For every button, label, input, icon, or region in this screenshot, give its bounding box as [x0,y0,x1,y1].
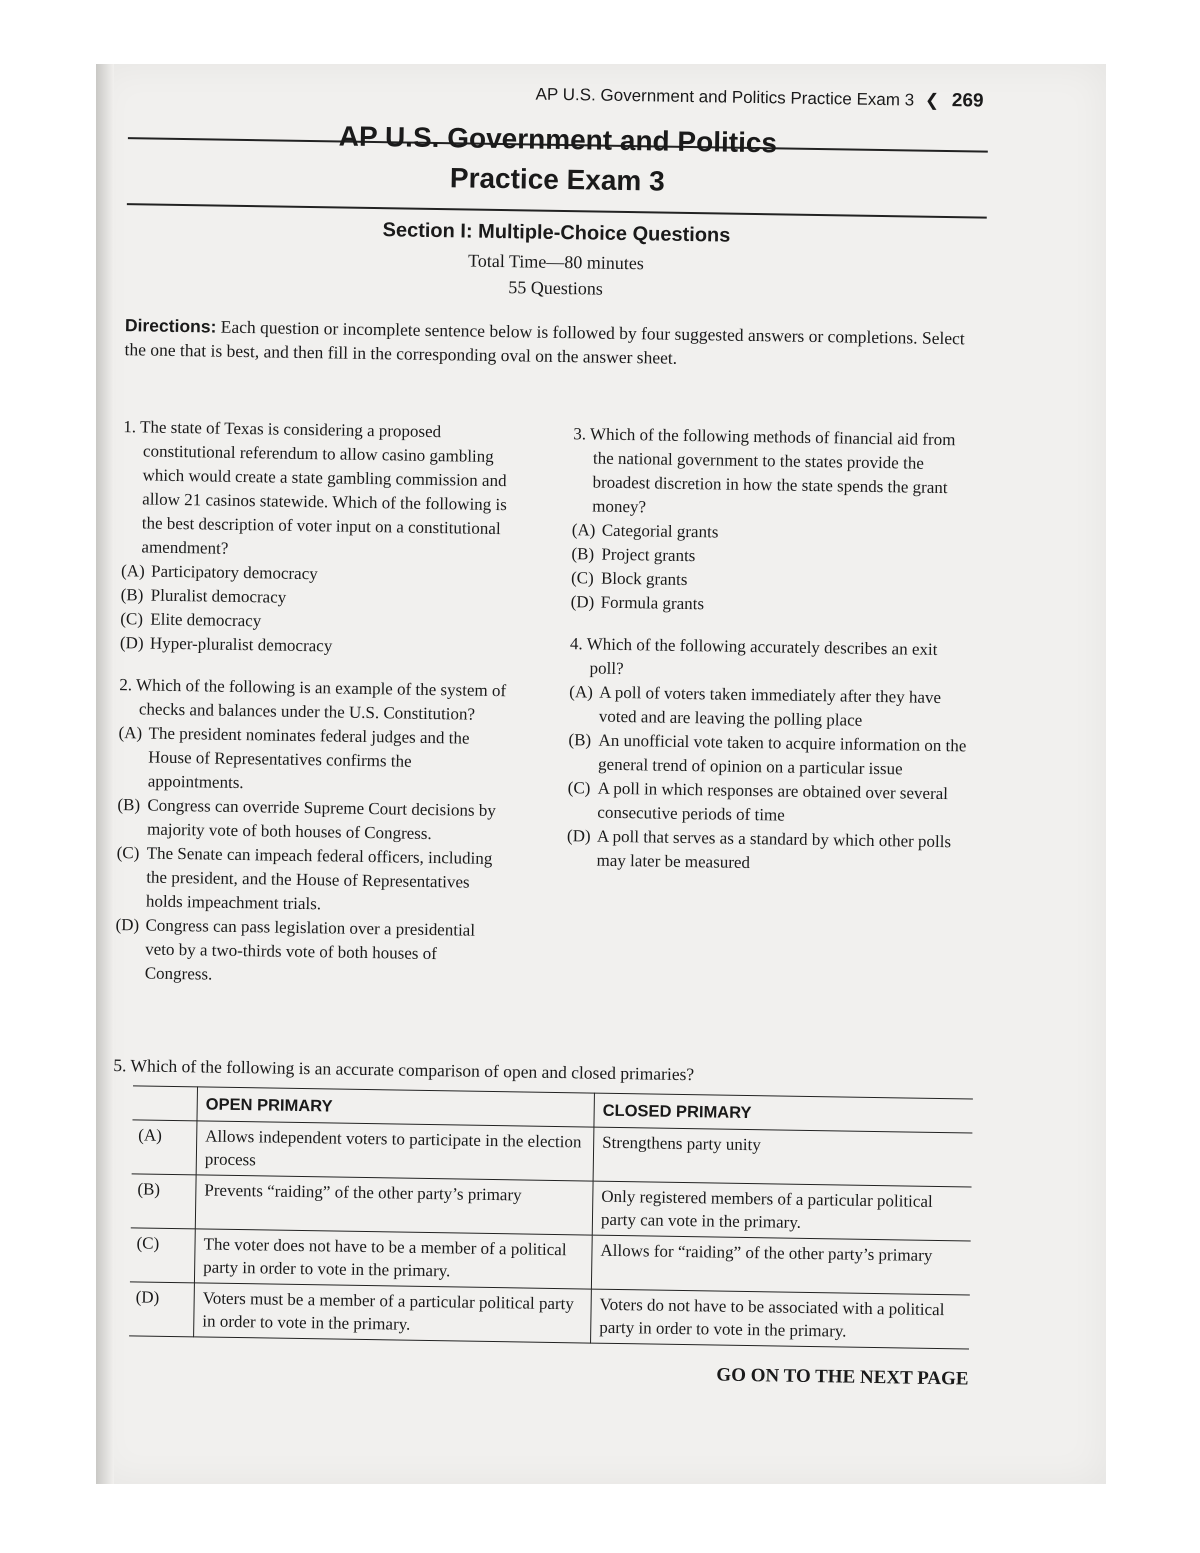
question-stem: Which of the following is an example of the system of checks and balances under the U.S. Constitution? [135,675,507,724]
directions [124,313,985,375]
option-text: Pluralist democracy [150,585,287,607]
open-primary-cell: Allows independent voters to participate in the election process [196,1121,594,1181]
option-letter: (A) [120,561,145,581]
exam-page [107,65,1009,1479]
question-stem: The state of Texas is considering a proposed constitutional referendum to allow casino gambling which would create a state gambling commission and allow 21 casinos statewide. Which of the following is the best description of voter input on a constitutional amendment? [139,417,507,558]
option-text: The Senate can impeach federal officers, including the president, and the House of Representatives holds impeachment trials. [145,843,493,914]
answer-option [567,776,968,830]
option-text: Congress can override Supreme Court decisions by majority vote of both houses of Congress. [146,795,496,844]
go-on-to-next-page: GO ON TO THE NEXT PAGE [716,1364,969,1390]
question-stem: Which of the following methods of financial aid from the national government to the states provide the broadest discretion in how the state spends the grant money? [589,424,956,517]
answer-option [566,824,967,878]
option-letter: (B) [120,585,144,605]
closed-primary-cell: Only registered members of a particular political party can vote in the primary. [592,1181,971,1241]
row-letter: (C) [130,1228,195,1283]
option-letter: (A) [118,723,143,743]
open-primary-cell: The voter does not have to be a member of a political party in order to vote in the primary. [194,1229,592,1289]
closed-primary-cell: Voters do not have to be associated with a political party in order to vote in the primary. [591,1289,970,1349]
option-text: Formula grants [600,592,705,614]
primaries-comparison-table [129,1085,973,1349]
option-letter: (C) [567,778,591,798]
option-text: The president nominates federal judges and the House of Representatives confirms the appointments. [147,723,470,793]
section-title: Section I: Multiple-Choice Questions [382,219,731,247]
answer-option [120,631,510,661]
right-column [566,422,973,896]
question-number: 3. [573,424,587,444]
question-number: 1. [123,417,137,437]
option-letter: (B) [568,730,592,750]
option-letter: (D) [119,633,144,653]
closed-primary-cell: Allows for “raiding” of the other party’s primary [591,1235,970,1295]
page-number: 269 [951,90,984,112]
option-letter: (C) [120,609,144,629]
answer-option [116,841,507,919]
question-count: 55 Questions [508,277,604,299]
option-text: An unofficial vote taken to acquire information on the general trend of opinion on a particular issue [597,730,967,779]
option-text: Participatory democracy [150,561,318,584]
option-letter: (C) [570,568,594,588]
question-stem: Which of the following is an accurate comparison of open and closed primaries? [130,1055,695,1085]
question-2 [115,673,510,991]
table-header-blank [132,1086,197,1121]
open-primary-cell: Prevents “raiding” of the other party’s primary [195,1175,593,1235]
option-text: Elite democracy [150,609,262,631]
row-letter: (A) [132,1120,197,1175]
left-column [114,415,513,1009]
answer-option [568,728,969,782]
option-letter: (B) [117,795,141,815]
option-letter: (D) [566,826,591,846]
option-letter: (A) [571,520,596,540]
option-text: Categorial grants [601,520,719,542]
option-letter: (D) [115,915,140,935]
option-text: Block grants [600,568,688,590]
answer-option [115,913,506,991]
option-text: A poll that serves as a standard by which other polls may later be measured [596,826,952,873]
option-letter: (A) [569,682,594,702]
question-3 [570,422,973,620]
directions-label: Directions: [124,315,217,337]
question-1 [120,415,514,661]
option-letter: (D) [570,592,595,612]
option-text: Project grants [601,544,696,566]
exam-title-line2: Practice Exam 3 [449,162,665,197]
directions-text: Each question or incomplete sentence below is followed by four suggested answers or completions. Select the one that is best, and then fill in the corresponding oval on the answer sheet. [124,316,965,368]
question-5 [113,1055,973,1090]
question-number: 5. [113,1055,127,1076]
table-header-open: OPEN PRIMARY [197,1087,594,1127]
question-number: 2. [119,675,133,695]
question-number: 4. [569,634,583,654]
total-time: Total Time—80 minutes [467,250,645,274]
running-head-text: AP U.S. Government and Politics Practice Exam 3 [535,84,915,110]
option-text: A poll in which responses are obtained over several consecutive periods of time [597,778,949,825]
option-letter: (B) [571,544,595,564]
option-text: A poll of voters taken immediately after they have voted and are leaving the polling place [598,682,942,730]
question-stem: Which of the following accurately describes an exit poll? [586,634,938,679]
open-primary-cell: Voters must be a member of a particular political party in order to vote in the primary. [194,1283,592,1343]
answer-option [570,590,970,620]
row-letter: (B) [131,1174,196,1229]
exam-title-line1: AP U.S. Government and Politics [338,120,778,159]
option-letter: (C) [116,843,140,863]
option-text: Hyper-pluralist democracy [149,633,333,656]
table-header-closed: CLOSED PRIMARY [594,1093,973,1133]
answer-option [118,721,509,799]
running-head [503,83,983,113]
answer-option [117,793,508,847]
option-text: Congress can pass legislation over a presidential veto by a two-thirds vote of both houses of Congress. [144,915,476,984]
chevron-left-icon: ❮ [924,90,940,110]
question-4 [566,632,970,878]
answer-option [569,680,970,734]
row-letter: (D) [129,1282,194,1337]
closed-primary-cell: Strengthens party unity [593,1127,972,1187]
